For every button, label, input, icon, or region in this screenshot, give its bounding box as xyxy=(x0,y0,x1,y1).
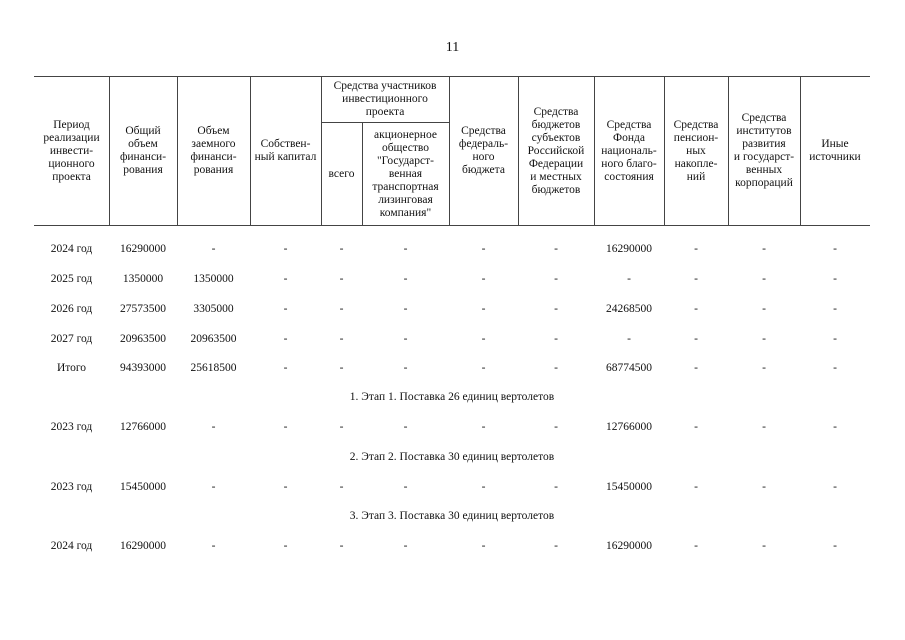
cell-pension: - xyxy=(694,273,698,285)
header-period: Период реализации инвести- ционного проекта xyxy=(43,118,100,183)
cell-participants-total: - xyxy=(339,421,344,433)
cell-regional: - xyxy=(554,303,558,315)
cell-period: 2023 год xyxy=(50,481,93,493)
cell-regional: - xyxy=(554,243,558,255)
cell-equity: - xyxy=(283,303,288,315)
cell-borrowed: 1350000 xyxy=(193,273,234,285)
cell-institutions: - xyxy=(762,303,766,315)
header-other-sources: Иные источники xyxy=(809,138,861,163)
cell-gtlk: - xyxy=(403,303,408,315)
cell-participants-total: - xyxy=(339,303,344,315)
cell-period: 2023 год xyxy=(50,421,93,433)
cell-borrowed: - xyxy=(211,421,216,433)
cell-nwf: 12766000 xyxy=(606,421,652,433)
stage-3-title: 3. Этап 3. Поставка 30 единиц вертолетов xyxy=(349,510,555,522)
cell-total: 15450000 xyxy=(120,481,166,493)
cell-institutions: - xyxy=(762,421,766,433)
cell-total: 16290000 xyxy=(120,540,166,552)
cell-total: 12766000 xyxy=(120,421,166,433)
cell-equity: - xyxy=(283,362,288,374)
table-row xyxy=(34,479,870,495)
header-pension: Средства пенсион- ных накопле- ний xyxy=(673,118,719,183)
cell-institutions: - xyxy=(762,540,766,552)
cell-borrowed: 20963500 xyxy=(190,333,237,345)
cell-federal: - xyxy=(481,303,486,315)
cell-federal: - xyxy=(481,481,486,493)
header-federal-budget: Средства федераль- ного бюджета xyxy=(458,125,509,176)
header-regional-budgets: Средства бюджетов субъектов Российской Федерации и местных бюджетов xyxy=(527,105,585,196)
table-row-total xyxy=(34,360,870,376)
cell-regional: - xyxy=(554,421,558,433)
cell-pension: - xyxy=(694,333,698,345)
table-row xyxy=(34,271,870,287)
table-row xyxy=(34,331,870,347)
cell-equity: - xyxy=(283,421,288,433)
cell-pension: - xyxy=(694,243,698,255)
cell-participants-total: - xyxy=(339,540,344,552)
cell-nwf: 15450000 xyxy=(606,481,652,493)
table-header xyxy=(34,76,870,226)
page-number: 11 xyxy=(445,40,460,55)
cell-participants-total: - xyxy=(339,273,344,285)
header-participants-group: Средства участников инвестиционного проекта xyxy=(333,79,437,118)
cell-pension: - xyxy=(694,481,698,493)
header-development-institutions: Средства институтов развития и государст- венных корпораций xyxy=(733,112,795,189)
cell-pension: - xyxy=(694,362,698,374)
cell-other: - xyxy=(833,333,837,345)
cell-participants-total: - xyxy=(339,243,344,255)
cell-regional: - xyxy=(554,362,558,374)
cell-total: 16290000 xyxy=(120,243,166,255)
cell-equity: - xyxy=(283,333,288,345)
cell-period: 2024 год xyxy=(50,243,93,255)
cell-regional: - xyxy=(554,333,558,345)
cell-period: Итого xyxy=(56,362,87,374)
cell-gtlk: - xyxy=(403,540,408,552)
cell-equity: - xyxy=(283,540,288,552)
cell-nwf: 16290000 xyxy=(606,540,652,552)
cell-participants-total: - xyxy=(339,362,344,374)
cell-borrowed: - xyxy=(211,540,216,552)
cell-borrowed: 25618500 xyxy=(190,362,237,374)
header-nwf: Средства Фонда националь- ного благо- состояния xyxy=(601,118,657,183)
cell-total: 1350000 xyxy=(122,273,164,285)
cell-pension: - xyxy=(694,303,698,315)
cell-nwf: - xyxy=(627,273,631,285)
cell-regional: - xyxy=(554,481,558,493)
cell-other: - xyxy=(833,273,837,285)
cell-federal: - xyxy=(481,243,486,255)
table-row xyxy=(34,301,870,317)
cell-gtlk: - xyxy=(403,481,408,493)
cell-pension: - xyxy=(694,421,698,433)
stage-2-title: 2. Этап 2. Поставка 30 единиц вертолетов xyxy=(349,451,555,463)
cell-other: - xyxy=(833,243,837,255)
cell-borrowed: - xyxy=(211,243,216,255)
cell-equity: - xyxy=(283,273,288,285)
header-borrowed-financing: Объем заемного финанси- рования xyxy=(190,125,237,176)
cell-regional: - xyxy=(554,540,558,552)
cell-federal: - xyxy=(481,333,486,345)
cell-other: - xyxy=(833,362,837,374)
cell-federal: - xyxy=(481,421,486,433)
cell-participants-total: - xyxy=(339,333,344,345)
header-gtlk: акционерное общество "Государст- венная транспортная лизинговая компания" xyxy=(372,128,439,219)
stage-1-title: 1. Этап 1. Поставка 26 единиц вертолетов xyxy=(349,391,555,403)
cell-period: 2025 год xyxy=(50,273,93,285)
cell-participants-total: - xyxy=(339,481,344,493)
cell-borrowed: - xyxy=(211,481,216,493)
cell-institutions: - xyxy=(762,273,766,285)
cell-period: 2027 год xyxy=(50,333,93,345)
cell-equity: - xyxy=(283,243,288,255)
cell-period: 2026 год xyxy=(50,303,93,315)
cell-period: 2024 год xyxy=(50,540,93,552)
cell-gtlk: - xyxy=(403,273,408,285)
cell-nwf: 24268500 xyxy=(606,303,652,315)
cell-total: 20963500 xyxy=(120,333,166,345)
cell-institutions: - xyxy=(762,243,766,255)
table-row xyxy=(34,419,870,435)
cell-gtlk: - xyxy=(403,333,408,345)
cell-gtlk: - xyxy=(403,362,408,374)
cell-gtlk: - xyxy=(403,243,408,255)
cell-other: - xyxy=(833,421,837,433)
cell-other: - xyxy=(833,481,837,493)
cell-total: 27573500 xyxy=(120,303,166,315)
cell-other: - xyxy=(833,303,837,315)
cell-institutions: - xyxy=(762,481,766,493)
cell-total: 94393000 xyxy=(120,362,166,374)
cell-other: - xyxy=(833,540,837,552)
cell-federal: - xyxy=(481,273,486,285)
table-row xyxy=(34,241,870,257)
cell-nwf: 68774500 xyxy=(606,362,652,374)
cell-regional: - xyxy=(554,273,558,285)
cell-borrowed: 3305000 xyxy=(193,303,234,315)
cell-institutions: - xyxy=(762,333,766,345)
header-participants-total: всего xyxy=(328,167,355,180)
cell-pension: - xyxy=(694,540,698,552)
cell-gtlk: - xyxy=(403,421,408,433)
cell-nwf: 16290000 xyxy=(606,243,652,255)
table-row xyxy=(34,538,870,554)
header-equity: Собствен- ный капитал xyxy=(254,138,317,163)
cell-equity: - xyxy=(283,481,288,493)
cell-federal: - xyxy=(481,540,486,552)
cell-institutions: - xyxy=(762,362,766,374)
cell-federal: - xyxy=(481,362,486,374)
cell-nwf: - xyxy=(627,333,631,345)
header-total-financing: Общий объем финанси- рования xyxy=(119,125,167,176)
